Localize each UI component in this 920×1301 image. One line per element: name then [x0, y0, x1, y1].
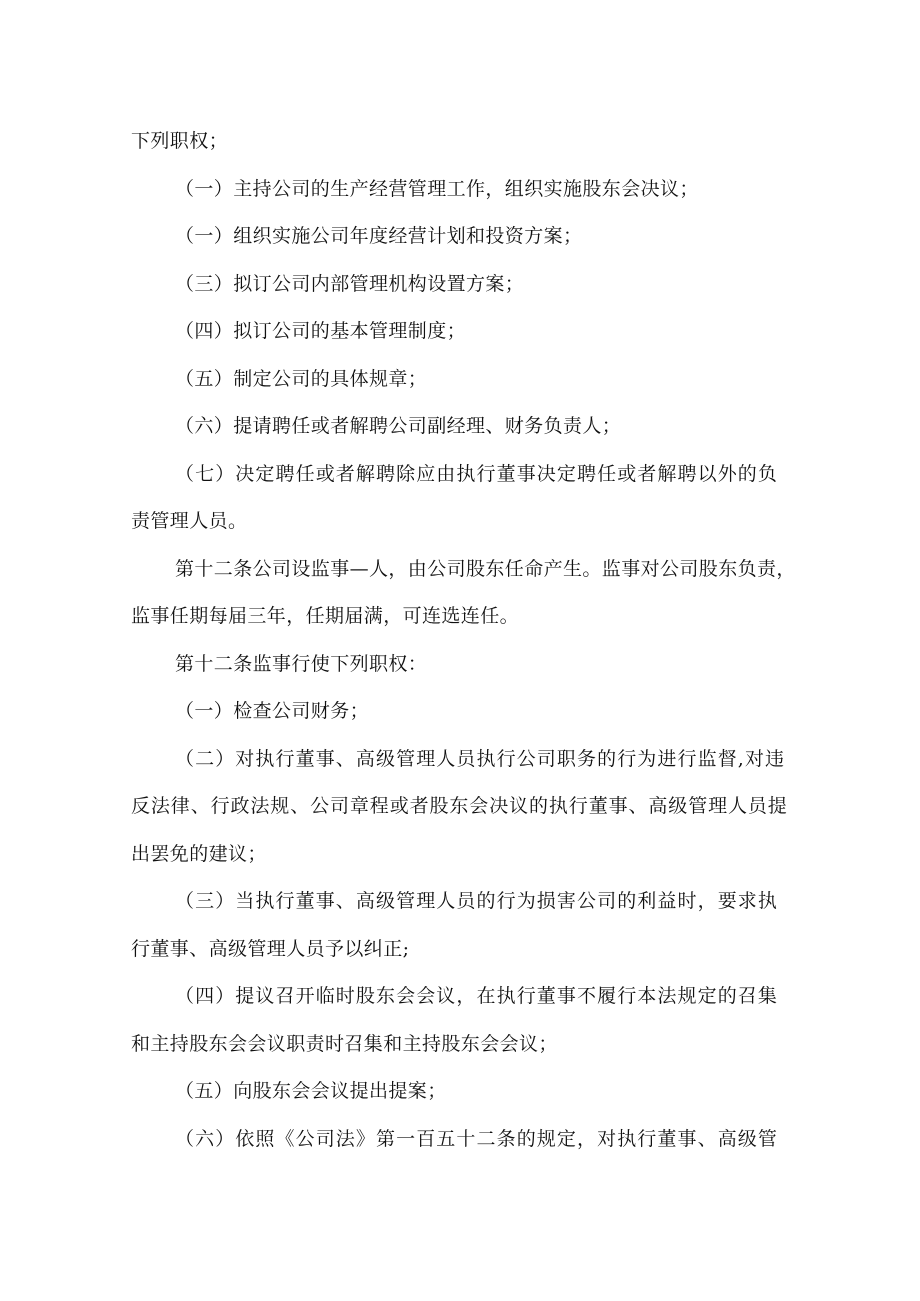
- paragraph-line: 出罢免的建议；: [131, 842, 267, 865]
- paragraph-line: （六）依照《公司法》第一百五十二条的规定，对执行董事、高级管: [175, 1127, 779, 1150]
- paragraph-line: （四）提议召开临时股东会会议，在执行董事不履行本法规定的召集: [175, 985, 779, 1007]
- paragraph-line: 反法律、行政法规、公司章程或者股东会决议的执行董事、高级管理人员提: [131, 795, 788, 817]
- paragraph-line: 下列职权；: [131, 130, 229, 152]
- document-body: [131, 118, 796, 1163]
- paragraph-line: （一）主持公司的生产经营管理工作，组织实施股东会决议；: [175, 177, 699, 200]
- paragraph-line: 责管理人员。: [131, 510, 248, 532]
- paragraph-line: （五）向股东会会议提出提案；: [175, 1080, 447, 1102]
- paragraph-line: （三）拟订公司内部管理机构设置方案；: [175, 272, 525, 295]
- paragraph-line: （一）组织实施公司年度经营计划和投资方案；: [175, 225, 583, 247]
- paragraph-line: （四）拟订公司的基本管理制度；: [175, 320, 467, 342]
- paragraph-line: （六）提请聘任或者解聘公司副经理、财务负责人；: [175, 415, 622, 437]
- paragraph-line: （二）对执行董事、高级管理人员执行公司职务的行为进行监督,对违: [175, 747, 786, 770]
- paragraph-line: 监事任期每届三年，任期届满，可连选连任。: [131, 605, 520, 627]
- paragraph-line: 第十二条监事行使下列职权：: [175, 652, 428, 675]
- paragraph-line: （一）检查公司财务；: [175, 700, 370, 722]
- paragraph-line: （三）当执行董事、高级管理人员的行为损害公司的利益时，要求执: [175, 890, 779, 912]
- paragraph-line: （七）决定聘任或者解聘除应由执行董事决定聘任或者解聘以外的负: [175, 462, 779, 485]
- paragraph-line: （五）制定公司的具体规章；: [175, 367, 428, 390]
- paragraph-line: 和主持股东会会议职责时召集和主持股东会会议；: [131, 1032, 558, 1055]
- paragraph-line: 行董事、高级管理人员予以纠正;: [131, 937, 410, 960]
- paragraph-line: 第十二条公司设监事—人，由公司股东任命产生。监事对公司股东负责，: [175, 557, 796, 580]
